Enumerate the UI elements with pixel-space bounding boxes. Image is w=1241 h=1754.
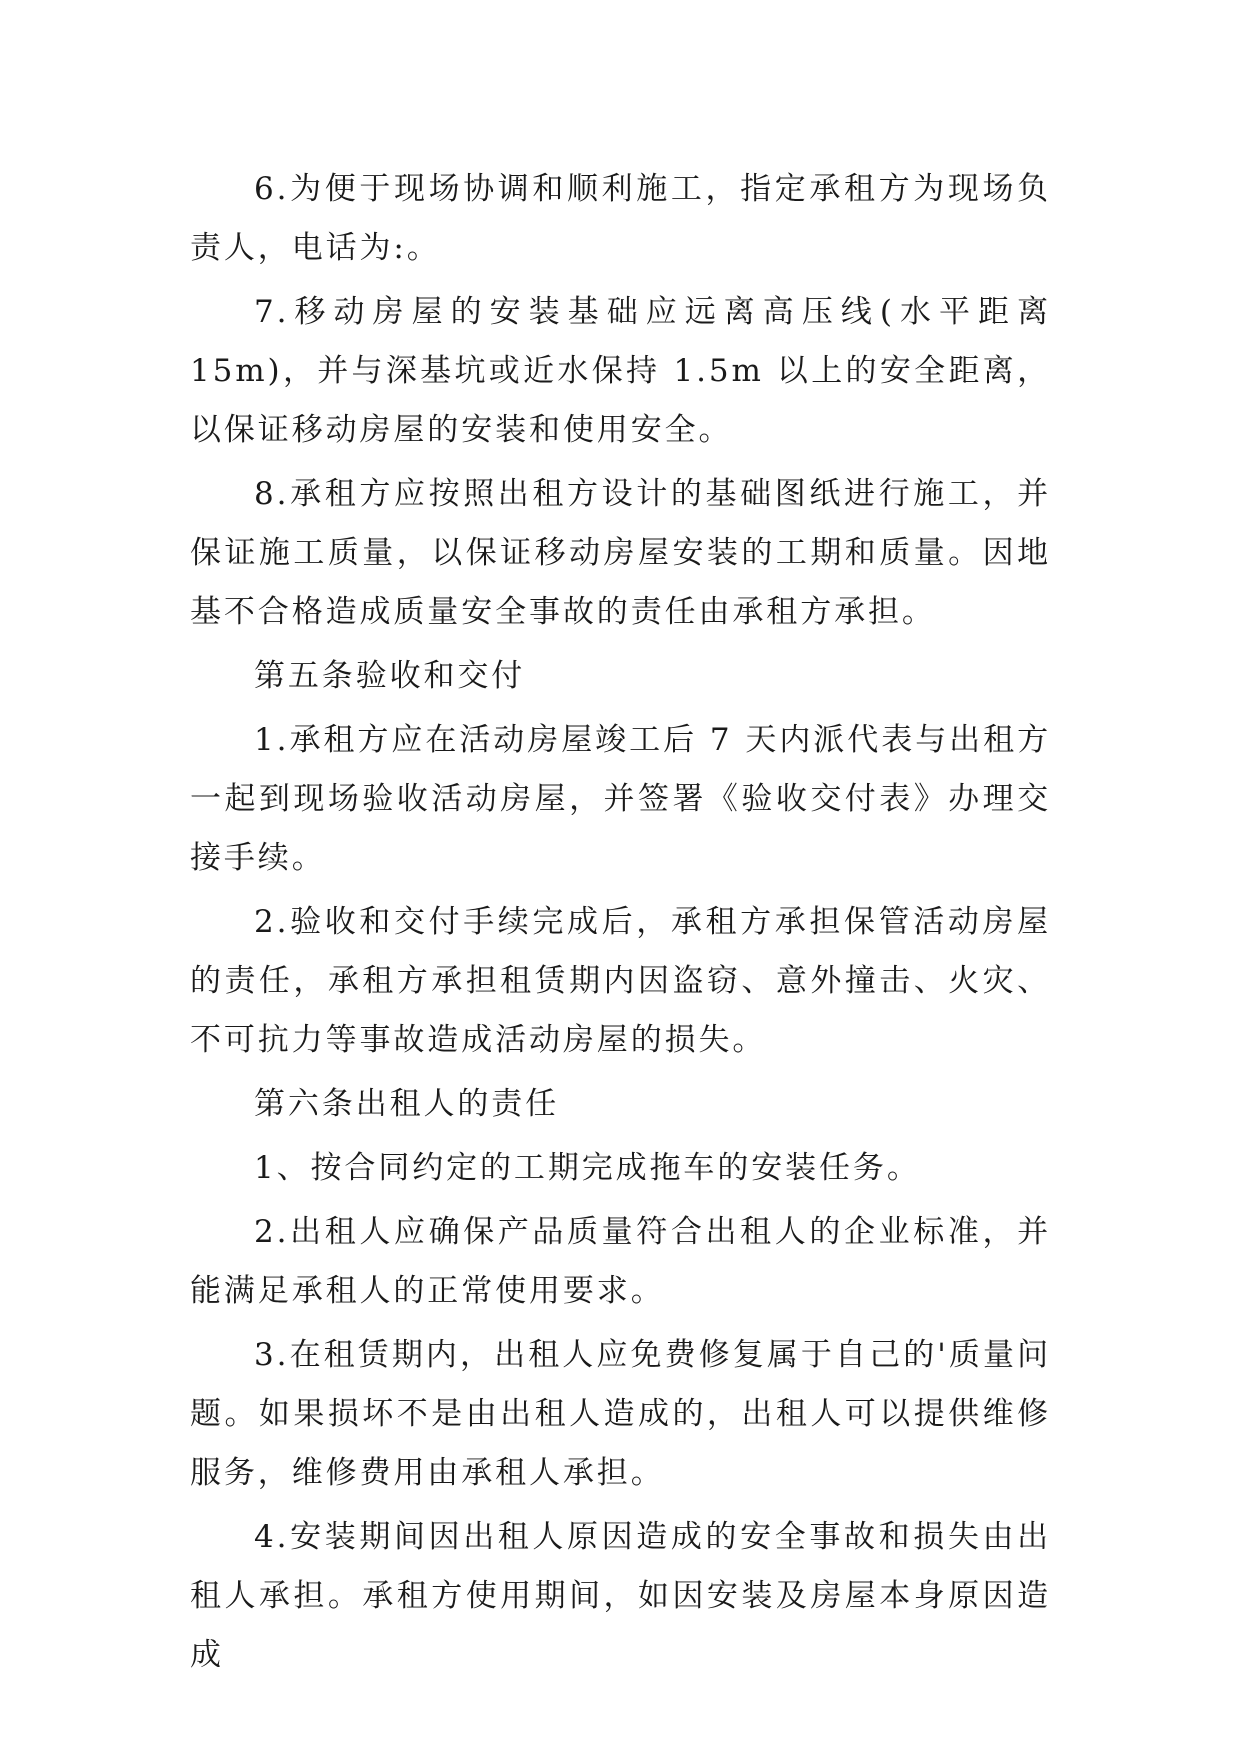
article-6-item-2: 2.出租人应确保产品质量符合出租人的企业标准，并能满足承租人的正常使用要求。 <box>190 1214 1051 1309</box>
article-6-item-4: 4.安装期间因出租人原因造成的安全事故和损失由出租人承担。承租方使用期间，如因安装及房屋本身原因造成 <box>190 1519 1051 1673</box>
article-5-heading: 第五条验收和交付 <box>254 658 526 694</box>
document-page <box>190 160 1051 1690</box>
article-6-item-3: 3.在租赁期内，出租人应免费修复属于自己的'质量问题。如果损坏不是由出租人造成的，出租人可以提供维修服务，维修费用由承租人承担。 <box>190 1337 1051 1491</box>
clause-8-foundation-drawings: 8.承租方应按照出租方设计的基础图纸进行施工，并保证施工质量，以保证移动房屋安装的工期和质量。因地基不合格造成质量安全事故的责任由承租方承担。 <box>190 476 1051 630</box>
article-5-item-2: 2.验收和交付手续完成后，承租方承担保管活动房屋的责任，承租方承担租赁期内因盗窃、意外撞击、火灾、不可抗力等事故造成活动房屋的损失。 <box>190 904 1051 1058</box>
article-6-item-1: 1、按合同约定的工期完成拖车的安装任务。 <box>254 1150 921 1186</box>
clause-6-site-contact: 6.为便于现场协调和顺利施工，指定承租方为现场负责人，电话为:。 <box>190 171 1051 266</box>
clause-7-foundation-distance: 7.移动房屋的安装基础应远离高压线(水平距离 15m)，并与深基坑或近水保持 1.5m 以上的安全距离，以保证移动房屋的安装和使用安全。 <box>190 294 1051 448</box>
article-5-item-1: 1.承租方应在活动房屋竣工后 7 天内派代表与出租方一起到现场验收活动房屋，并签署《验收交付表》办理交接手续。 <box>190 722 1051 876</box>
article-6-heading: 第六条出租人的责任 <box>254 1086 560 1122</box>
